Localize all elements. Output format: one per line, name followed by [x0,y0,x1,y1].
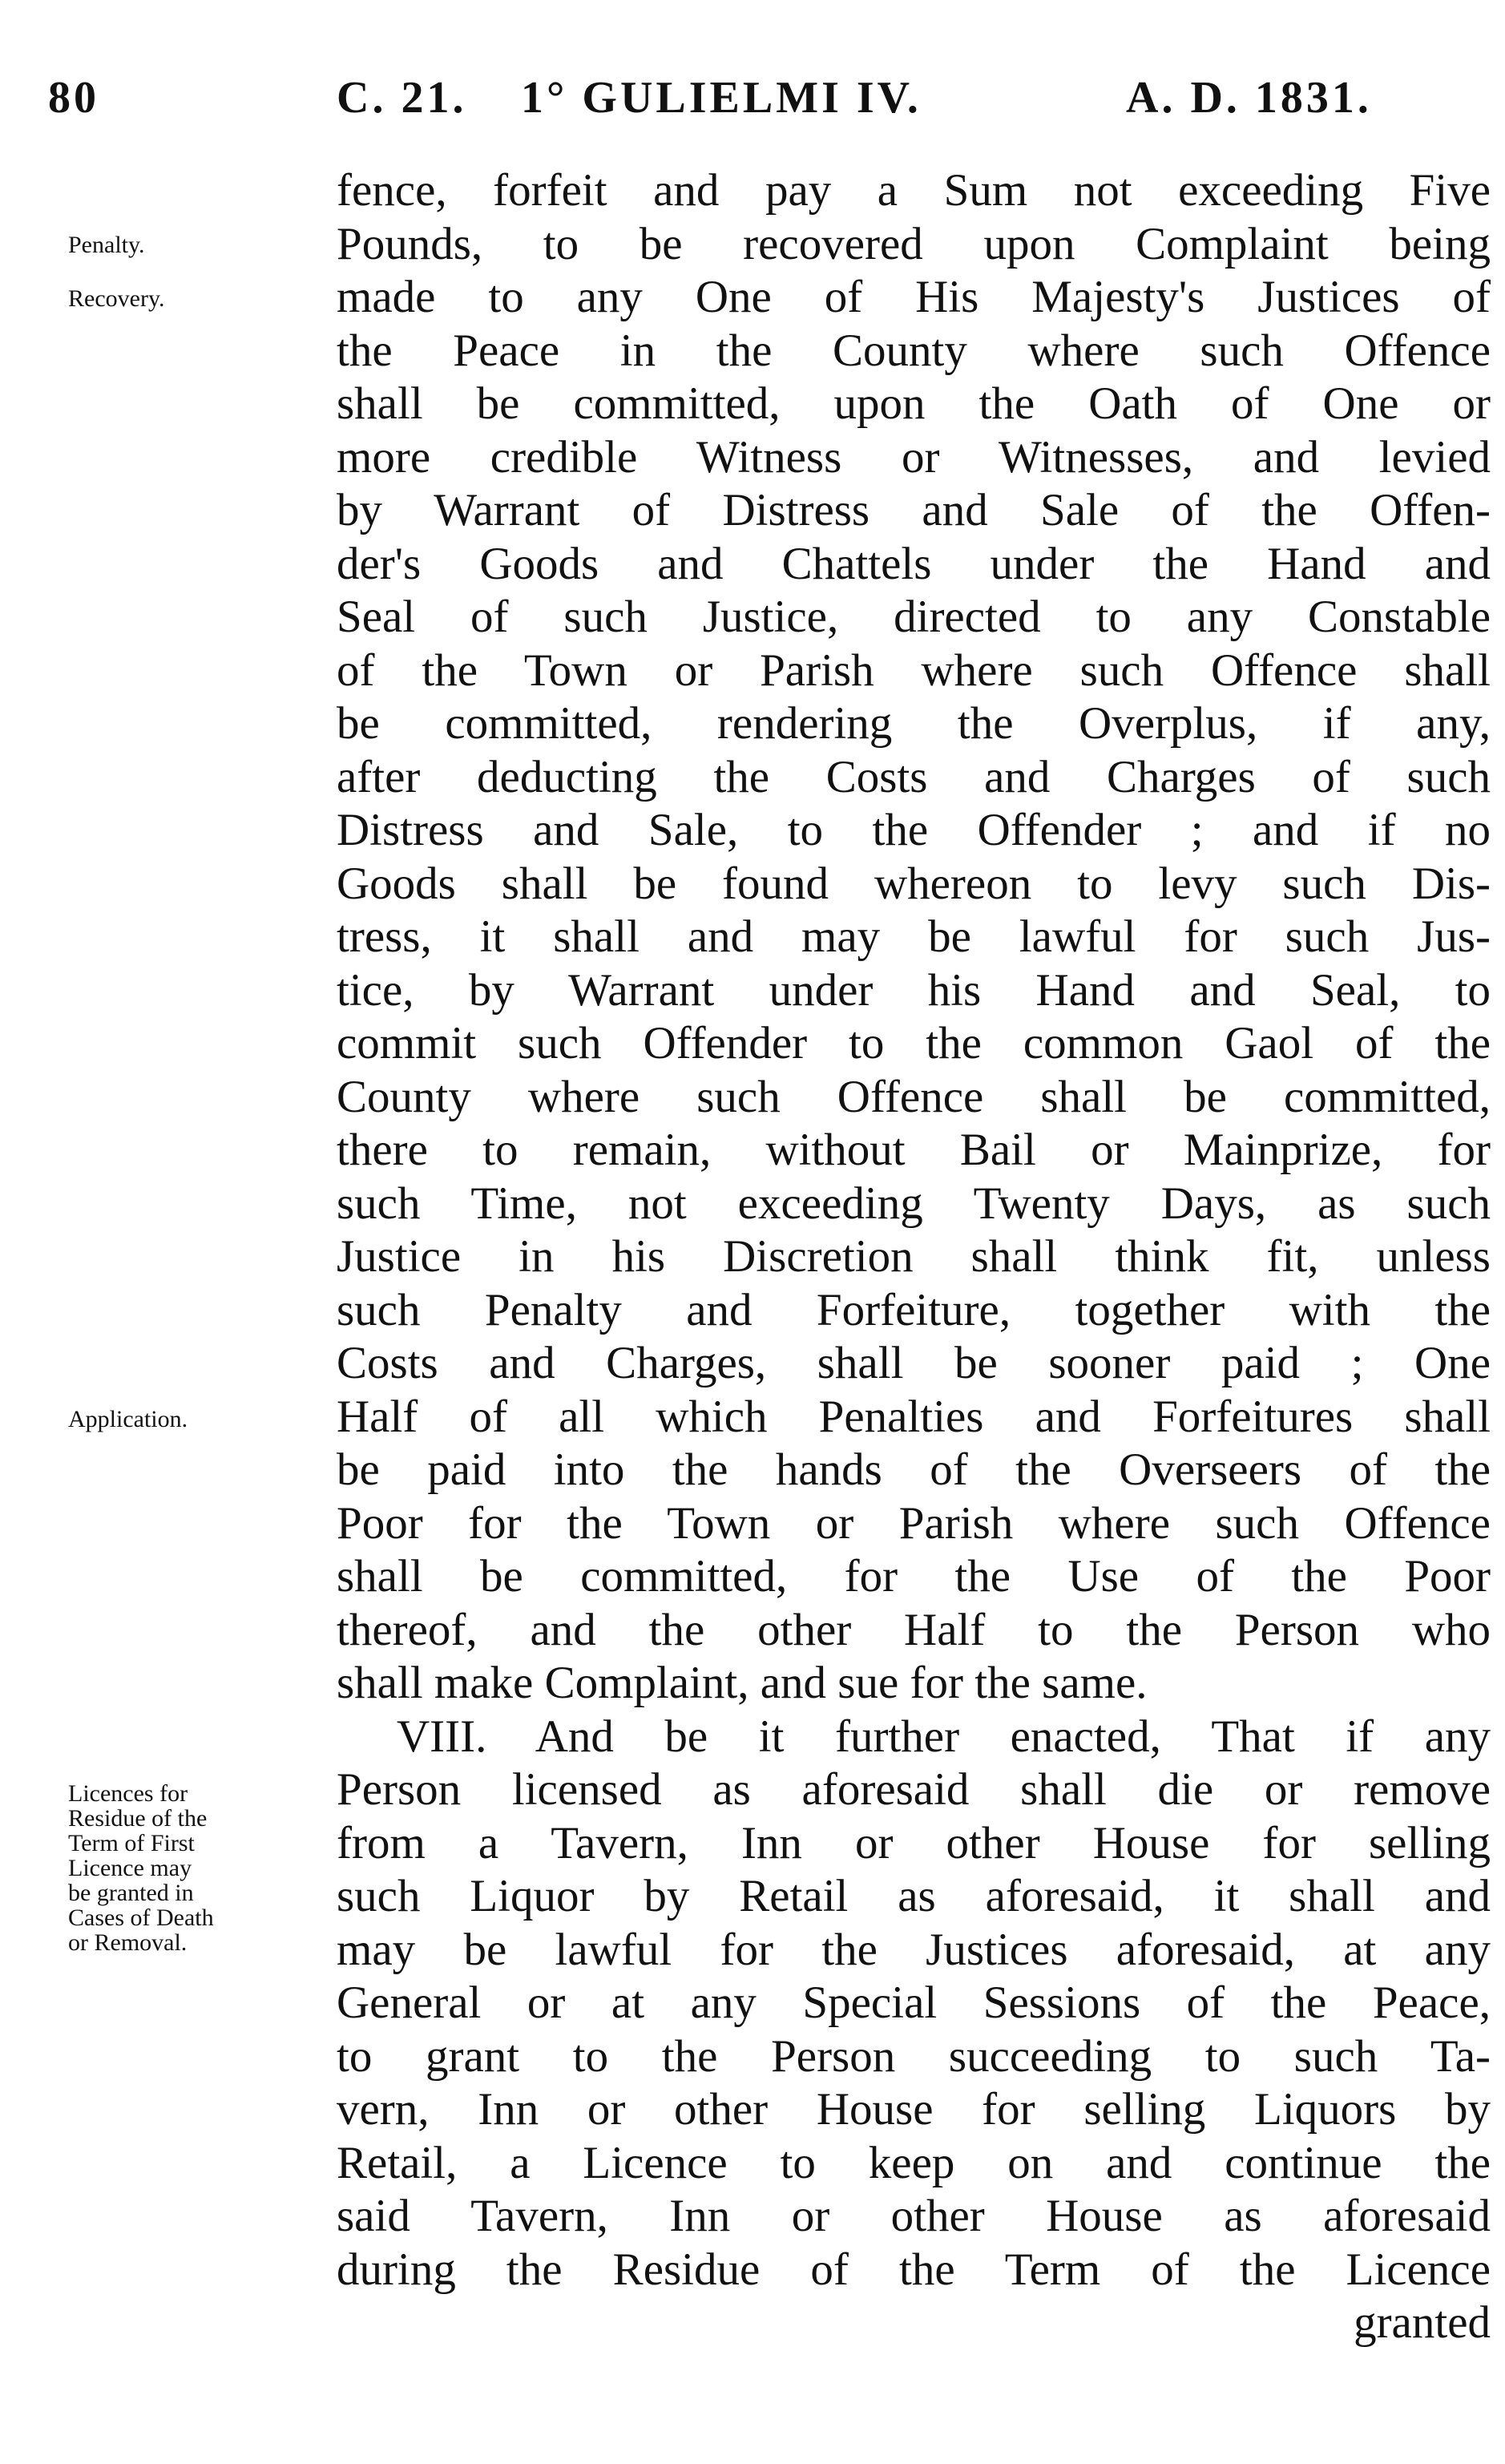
text-line: vern, Inn or other House for selling Liquors by [337,2084,1491,2135]
page-number: 80 [48,73,99,123]
text-line: after deducting the Costs and Charges of such [337,751,1491,802]
text-line: commit such Offender to the common Gaol of the [337,1018,1491,1068]
text-line: the Peace in the County where such Offence [337,325,1491,376]
text-line: such Penalty and Forfeiture, together with the [337,1284,1491,1335]
text-line: to grant to the Person succeeding to such Ta- [337,2030,1491,2082]
text-line: County where such Offence shall be committed, [337,1071,1491,1122]
text-line: shall be committed, for the Use of the Poor [337,1551,1491,1602]
text-line: Costs and Charges, shall be sooner paid ; One [337,1338,1491,1388]
chapter-number: C. 21. [337,73,467,123]
text-line: Poor for the Town or Parish where such Offence [337,1497,1491,1549]
text-line: made to any One of His Majesty's Justices of [337,272,1491,322]
text-line: shall make Complaint, and sue for the same. [337,1658,1148,1708]
text-line: Pounds, to be recovered upon Complaint being [337,218,1491,269]
text-line: Retail, a Licence to keep on and continue the [337,2137,1491,2188]
text-line: Person licensed as aforesaid shall die or remove [337,1764,1491,1815]
text-line: such Time, not exceeding Twenty Days, as such [337,1177,1491,1229]
text-line: there to remain, without Bail or Mainprize, for [337,1125,1491,1175]
text-line: during the Residue of the Term of the Licence [337,2244,1491,2295]
catchword: granted [1354,2297,1491,2348]
text-line: by Warrant of Distress and Sale of the Offen- [337,485,1491,535]
text-line: Seal of such Justice, directed to any Constable [337,592,1491,642]
text-line: shall be committed, upon the Oath of One or [337,378,1491,429]
margin-note-licences: Licences for Residue of the Term of First Licence may be granted in Cases of Death or Removal. [68,1780,214,1956]
text-line: be paid into the hands of the Overseers of the [337,1444,1491,1495]
text-line: Distress and Sale, to the Offender ; and if no [337,805,1491,855]
text-line: fence, forfeit and pay a Sum not exceeding Five [337,165,1491,216]
margin-note-penalty: Penalty. [68,232,145,258]
text-line: General or at any Special Sessions of the Peace, [337,1977,1491,2028]
text-line: from a Tavern, Inn or other House for selling [337,1817,1491,1868]
section-heading-line: VIII. And be it further enacted, That if any [397,1711,1491,1762]
text-line: Justice in his Discretion shall think fit, unless [337,1231,1491,1282]
margin-note-application: Application. [68,1406,188,1432]
text-line: thereof, and the other Half to the Person who [337,1604,1491,1655]
text-line: tice, by Warrant under his Hand and Seal, to [337,964,1491,1016]
text-line: said Tavern, Inn or other House as aforesaid [337,2191,1491,2241]
text-line: may be lawful for the Justices aforesaid, at any [337,1924,1491,1975]
text-line: der's Goods and Chattels under the Hand and [337,538,1491,589]
text-line: be committed, rendering the Overplus, if any, [337,698,1491,749]
regnal-year: 1° GULIELMI IV. [521,73,922,123]
text-line: Goods shall be found whereon to levy such Dis- [337,858,1491,909]
text-line: such Liquor by Retail as aforesaid, it shall and [337,1871,1491,1921]
text-line: more credible Witness or Witnesses, and levied [337,431,1491,483]
body-text [337,164,1491,2350]
running-header [0,72,1505,136]
margin-note-recovery: Recovery. [68,285,165,312]
calendar-year: A. D. 1831. [1126,73,1372,123]
text-line: Half of all which Penalties and Forfeitures shall [337,1391,1491,1442]
text-line: of the Town or Parish where such Offence shall [337,644,1491,696]
text-line: tress, it shall and may be lawful for such Jus- [337,911,1491,962]
